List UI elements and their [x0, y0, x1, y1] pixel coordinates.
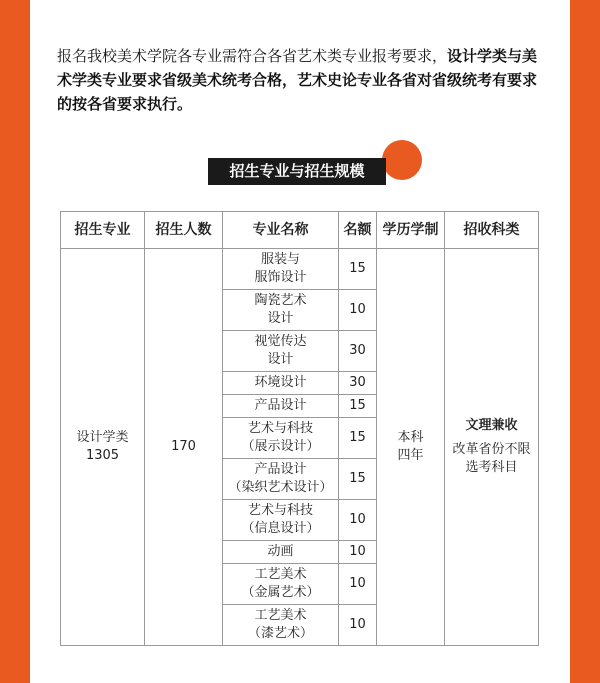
heading-accent-circle	[382, 140, 422, 180]
major-name-line1: 产品设计	[254, 398, 307, 413]
category-name: 设计学类	[76, 430, 129, 445]
quota-cell: 30	[339, 372, 377, 395]
major-name-cell	[223, 459, 339, 500]
quota-cell: 10	[339, 500, 377, 541]
duration-years: 四年	[397, 448, 424, 463]
major-name-line2: 设计	[267, 352, 294, 367]
header-major-name: 专业名称	[223, 212, 339, 249]
major-name-line2: （漆艺术）	[247, 626, 313, 641]
quota-cell: 10	[339, 564, 377, 605]
header-enrollment-count: 招生人数	[145, 212, 223, 249]
major-name-line2: 服饰设计	[254, 270, 307, 285]
quota-cell: 15	[339, 395, 377, 418]
intro-paragraph	[57, 44, 547, 116]
enrollment-total-cell: 170	[145, 249, 223, 646]
major-name-line1: 工艺美术	[254, 567, 307, 582]
major-category-cell	[61, 249, 145, 646]
duration-cell	[377, 249, 445, 646]
major-name-cell	[223, 500, 339, 541]
major-name-cell	[223, 395, 339, 418]
quota-cell: 10	[339, 605, 377, 646]
major-name-cell	[223, 541, 339, 564]
subject-type-cell	[445, 249, 539, 646]
major-name-line1: 艺术与科技	[247, 503, 313, 518]
major-name-line2: （信息设计）	[241, 521, 320, 536]
major-name-line1: 工艺美术	[254, 608, 307, 623]
major-name-cell	[223, 331, 339, 372]
quota-cell: 15	[339, 459, 377, 500]
major-name-line1: 环境设计	[254, 375, 307, 390]
content-panel	[30, 0, 570, 683]
subject-main: 文理兼收	[465, 418, 518, 433]
major-name-line1: 动画	[267, 544, 294, 559]
quota-cell: 15	[339, 418, 377, 459]
major-name-line2: 设计	[267, 311, 294, 326]
major-name-cell	[223, 372, 339, 395]
major-name-line2: （展示设计）	[241, 439, 320, 454]
major-name-line2: （金属艺术）	[241, 585, 320, 600]
major-name-cell	[223, 249, 339, 290]
category-code: 1305	[85, 448, 120, 463]
major-name-cell	[223, 605, 339, 646]
quota-cell: 10	[339, 290, 377, 331]
major-name-cell	[223, 564, 339, 605]
intro-text-bold: 设计学类与美术学类专业要求省级美术统考合格，艺术史论专业各省对省级统考有要求的按各省要求执行。	[57, 47, 538, 113]
quota-cell: 15	[339, 249, 377, 290]
header-major-category: 招生专业	[61, 212, 145, 249]
quota-cell: 30	[339, 331, 377, 372]
header-subject-type: 招收科类	[445, 212, 539, 249]
major-name-cell	[223, 418, 339, 459]
header-quota: 名额	[339, 212, 377, 249]
enrollment-table	[60, 211, 539, 646]
major-name-line1: 艺术与科技	[247, 421, 313, 436]
table-row	[61, 249, 539, 290]
major-name-line2: （染织艺术设计）	[228, 480, 333, 495]
major-name-line1: 陶瓷艺术	[254, 293, 307, 308]
table-header-row	[61, 212, 539, 249]
header-duration: 学历学制	[377, 212, 445, 249]
subject-note: 改革省份不限选考科目	[452, 442, 531, 475]
major-name-line1: 服装与	[260, 252, 300, 267]
quota-cell: 10	[339, 541, 377, 564]
section-heading	[208, 140, 418, 188]
major-name-line1: 产品设计	[254, 462, 307, 477]
major-name-cell	[223, 290, 339, 331]
duration-degree: 本科	[397, 430, 424, 445]
section-title: 招生专业与招生规模	[208, 158, 386, 185]
major-name-line1: 视觉传达	[254, 334, 307, 349]
intro-text-regular: 报名我校美术学院各专业需符合各省艺术类专业报考要求，	[57, 47, 448, 65]
